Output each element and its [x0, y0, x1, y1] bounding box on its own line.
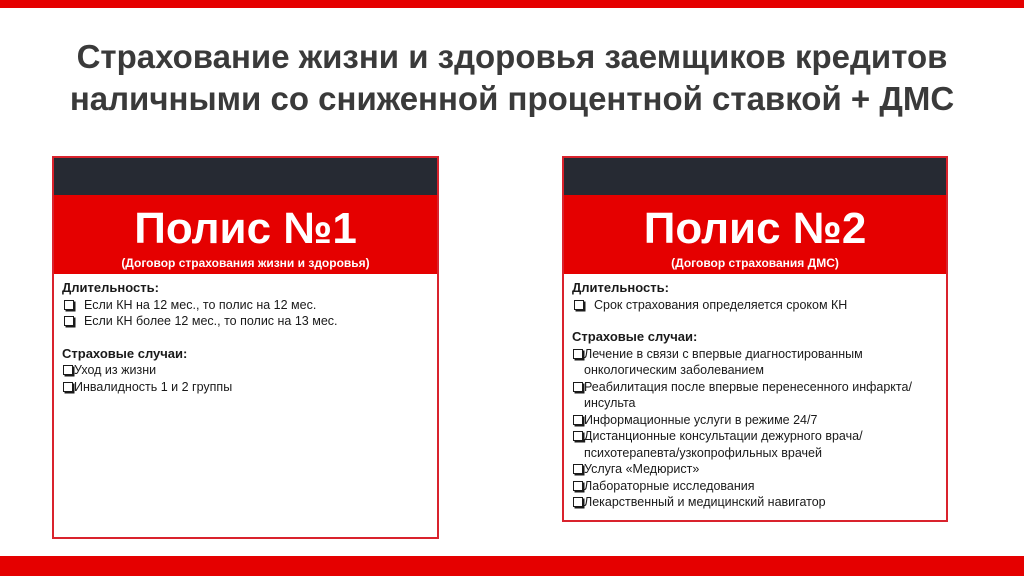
checkbox-bullet-icon — [573, 415, 583, 425]
list-item-text: Срок страхования определяется сроком КН — [594, 297, 848, 312]
list-item-text: Услуга «Медюрист» — [584, 462, 700, 476]
checkbox-bullet-icon — [573, 431, 583, 441]
list-item — [572, 297, 936, 314]
policy-1-card — [52, 156, 439, 539]
list-item — [572, 428, 936, 461]
policy-1-subtitle: (Договор страхования жизни и здоровья) — [121, 256, 370, 270]
slide-title-line-1: Страхование жизни и здоровья заемщиков кредитов — [76, 38, 948, 75]
list-item-text: Лечение в связи с впервые диагностированным онкологическим заболеванием — [584, 346, 863, 377]
policy-1-header — [54, 195, 437, 274]
list-item-text: Уход из жизни — [74, 363, 157, 377]
policy-2-body — [564, 274, 946, 511]
slide-title — [0, 36, 1024, 120]
list-item — [62, 313, 427, 330]
policy-1-duration-list — [62, 297, 427, 330]
checkbox-bullet-icon — [573, 481, 583, 491]
list-item — [62, 379, 427, 396]
list-item — [572, 379, 936, 412]
policy-2-cases-title: Страховые случаи: — [572, 329, 698, 344]
policy-2-card — [562, 156, 948, 522]
list-item — [572, 346, 936, 379]
list-item — [572, 412, 936, 429]
top-accent-bar — [0, 0, 1024, 8]
checkbox-bullet-icon — [573, 497, 583, 507]
list-item — [572, 461, 936, 478]
list-item — [62, 297, 427, 314]
policy-2-header — [564, 195, 946, 274]
checkbox-bullet-icon — [63, 365, 73, 375]
policy-2-name: Полис №2 — [643, 204, 867, 253]
list-item-text: Инвалидность 1 и 2 группы — [74, 379, 233, 394]
list-item — [62, 362, 427, 379]
list-item-text: Лекарственный и медицинский навигатор — [584, 495, 826, 509]
list-item-text: Если КН на 12 мес., то полис на 12 мес. — [84, 297, 317, 312]
checkbox-bullet-icon — [64, 300, 74, 310]
list-item-text: Лабораторные исследования — [584, 478, 755, 493]
checkbox-bullet-icon — [573, 349, 583, 359]
list-item — [572, 494, 936, 511]
policy-2-cases-list — [572, 346, 936, 511]
list-item-text: Реабилитация после впервые перенесенного инфаркта/инсульта — [584, 379, 912, 410]
checkbox-bullet-icon — [574, 300, 584, 310]
policy-1-name: Полис №1 — [134, 204, 357, 253]
policy-1-duration-title: Длительность: — [62, 280, 159, 295]
list-item — [572, 478, 936, 495]
policy-1-cases-title: Страховые случаи: — [62, 345, 188, 361]
policy-2-subtitle: (Договор страхования ДМС) — [671, 256, 839, 270]
bottom-accent-bar — [0, 556, 1024, 576]
checkbox-bullet-icon — [64, 316, 74, 326]
slide-title-line-2: наличными со сниженной процентной ставкой + ДМС — [69, 80, 955, 117]
list-item-text: Дистанционные консультации дежурного врача/ психотерапевта/узкопрофильных врачей — [584, 429, 863, 460]
policy-2-dark-header — [564, 158, 946, 195]
policy-2-duration-list — [572, 297, 936, 314]
policy-2-duration-title: Длительность: — [572, 280, 669, 295]
list-item-text: Если КН более 12 мес., то полис на 13 мес. — [84, 314, 338, 328]
checkbox-bullet-icon — [573, 382, 583, 392]
policy-1-body — [54, 274, 437, 395]
policy-1-dark-header — [54, 158, 437, 195]
policy-1-cases-list — [62, 362, 427, 395]
checkbox-bullet-icon — [573, 464, 583, 474]
list-item-text: Информационные услуги в режиме 24/7 — [584, 412, 818, 427]
checkbox-bullet-icon — [63, 382, 73, 392]
